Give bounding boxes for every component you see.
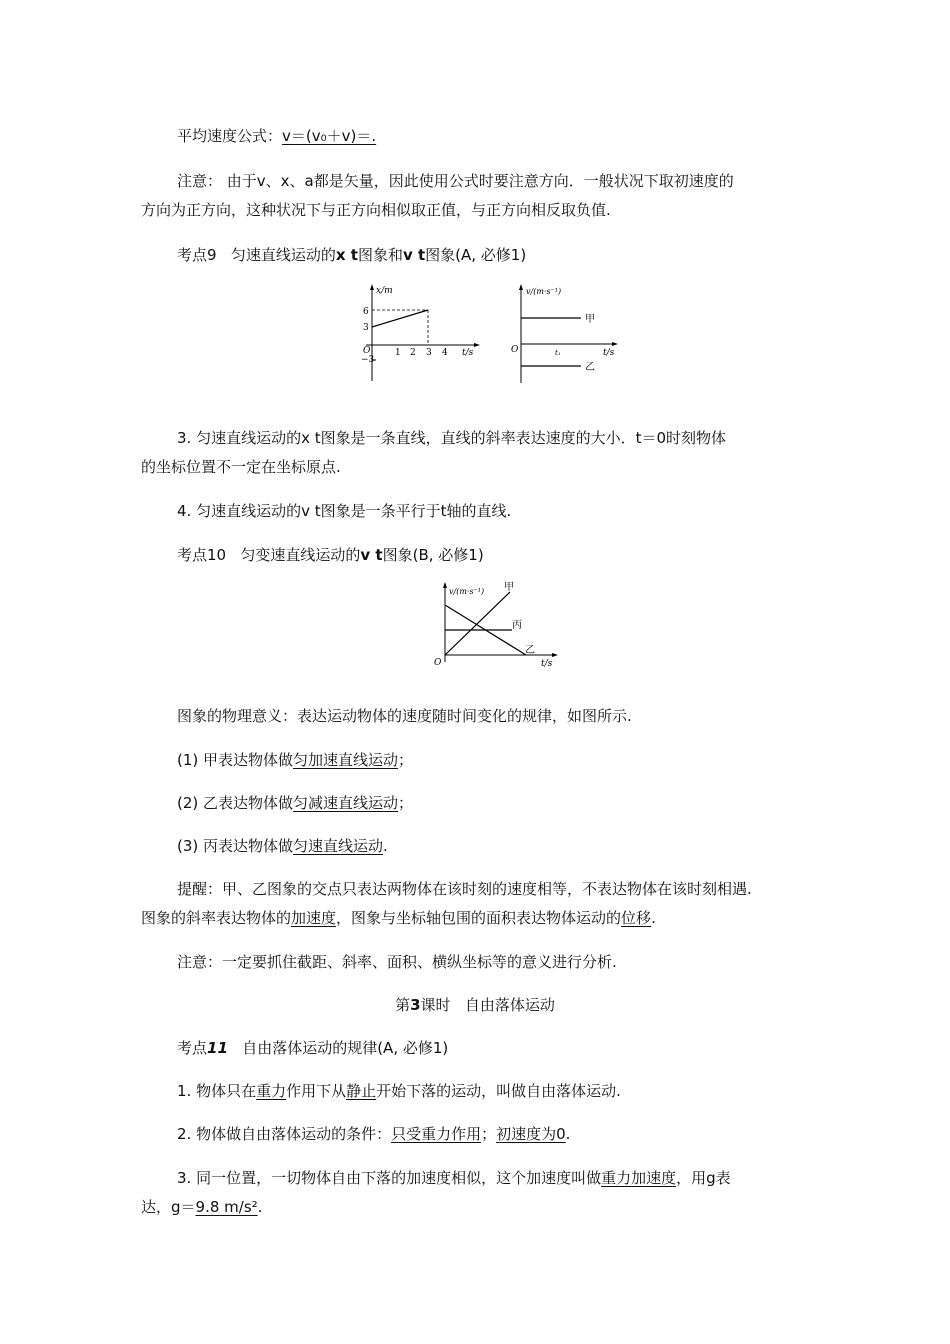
- kp9-title-c: 图象和: [357, 246, 403, 264]
- vt1-t1-label: t₁: [555, 349, 561, 357]
- kp9-title-a: 匀速直线运动的: [230, 246, 336, 264]
- xt-xtick-1: 1: [395, 348, 401, 358]
- ff-p1-e: 开始下落的运动，叫做自由落体运动.: [376, 1082, 621, 1100]
- formula-label: 平均速度公式：: [177, 127, 283, 145]
- note1-line2: 方向为正方向，这种状况下与正方向相似取正值，与正方向相反取负值.: [141, 201, 611, 219]
- item-1-prefix: (1) 甲表达物体做: [177, 751, 294, 769]
- xt-ytick-3: 3: [363, 323, 369, 333]
- item-1: [177, 750, 413, 770]
- kp10-title-a: 匀变速直线运动的: [240, 546, 361, 564]
- xt-x-axis-label: t/s: [462, 348, 474, 358]
- item-1-suffix: ；: [398, 751, 414, 769]
- tip-line2-a: 图象的斜率表达物体的: [141, 909, 292, 927]
- formula-expr: v＝(v₀＋v)＝.: [282, 127, 377, 145]
- item-2-suffix: ；: [398, 794, 414, 812]
- kp11-number: 11: [207, 1039, 228, 1057]
- item-1-answer: 匀加速直线运动: [293, 751, 399, 769]
- tip-line2-c: ，图象与坐标轴包围的面积表达物体运动的: [336, 909, 622, 927]
- p4: 4. 匀速直线运动的v t图象是一条平行于t轴的直线.: [177, 502, 512, 520]
- lesson-heading: [0, 995, 950, 1015]
- lesson-number: 3: [410, 996, 421, 1014]
- ff-p3-d: 达，g＝: [141, 1198, 196, 1216]
- ff-p3-a: 3. 同一位置，一切物体自由下落的加速度相似，这个加速度叫做: [177, 1169, 602, 1187]
- vt2-label-yi: 乙: [525, 645, 535, 656]
- item-2-answer: 匀减速直线运动: [293, 794, 399, 812]
- ff-p1-a: 1. 物体只在: [177, 1082, 257, 1100]
- vt2-y-axis-label: v/(m·s⁻¹): [449, 587, 485, 596]
- vt1-origin: O: [511, 345, 519, 355]
- kp9-title-e: 图象(A, 必修1): [425, 246, 527, 264]
- tip-line2-e: .: [651, 909, 656, 927]
- kp11-label: 考点: [177, 1039, 208, 1057]
- ff-p2: [177, 1124, 570, 1144]
- item-2-prefix: (2) 乙表达物体做: [177, 794, 294, 812]
- ff-answer-gravity: 重力: [256, 1082, 287, 1100]
- tip-answer-acceleration: 加速度: [291, 909, 337, 927]
- p3-line1: 3. 匀速直线运动的x t图象是一条直线，直线的斜率表达速度的大小．t＝0时刻物体: [177, 429, 727, 447]
- xt-graph: [360, 280, 485, 390]
- tip-answer-displacement: 位移: [621, 909, 652, 927]
- xt-ytick-neg3: −3: [361, 355, 375, 365]
- kp10-title-b: v t: [360, 546, 383, 564]
- kp9-title-b: x t: [335, 246, 358, 264]
- kp11-title: 自由落体运动的规律(A, 必修1): [242, 1039, 449, 1057]
- vt-uniform-graph: [508, 280, 623, 390]
- item-3: [177, 836, 388, 856]
- kp11-heading: [177, 1038, 448, 1058]
- ff-p2-e: .: [565, 1125, 571, 1143]
- ff-p3-f: .: [257, 1198, 263, 1216]
- ff-p2-c: ；: [481, 1125, 497, 1143]
- tip-line2: [141, 908, 656, 928]
- vt1-label-jia: 甲: [585, 314, 595, 325]
- p3-line2: 的坐标位置不一定在坐标原点.: [141, 458, 341, 476]
- vt2-x-axis-label: t/s: [541, 659, 553, 669]
- vt2-line-jia: [445, 592, 510, 655]
- ff-answer-rest: 静止: [346, 1082, 377, 1100]
- note1-line1: 注意： 由于v、x、a都是矢量，因此使用公式时要注意方向．一般状况下取初速度的: [177, 172, 734, 190]
- ff-answer-only-gravity: 只受重力作用: [391, 1125, 482, 1143]
- kp10-title-c: 图象(B, 必修1): [382, 546, 484, 564]
- xt-origin: O: [363, 346, 371, 356]
- vt2-label-jia: 甲: [504, 582, 514, 593]
- xt-xtick-3: 3: [426, 348, 432, 358]
- vt2-origin: O: [434, 658, 442, 668]
- kp9-heading: [177, 245, 526, 265]
- note2: 注意：一定要抓住截距、斜率、面积、横纵坐标等的意义进行分析.: [177, 953, 617, 971]
- xt-xtick-2: 2: [410, 348, 416, 358]
- ff-answer-g-value: 9.8 m/s²: [195, 1198, 258, 1216]
- vt1-x-axis-label: t/s: [603, 348, 615, 358]
- lesson-c: 课时: [420, 996, 451, 1014]
- ff-p3-line2: [141, 1197, 262, 1217]
- tip-line1: 提醒：甲、乙图象的交点只表达两物体在该时刻的速度相等，不表达物体在该时刻相遇.: [177, 880, 752, 898]
- kp10-label: 考点10: [177, 546, 227, 564]
- xt-line: [372, 310, 428, 327]
- ff-p3-line1: [177, 1168, 731, 1188]
- kp9-label: 考点9: [177, 246, 217, 264]
- vt1-label-yi: 乙: [585, 362, 595, 373]
- xt-ytick-6: 6: [363, 307, 369, 317]
- ff-p2-a: 2. 物体做自由落体运动的条件：: [177, 1125, 392, 1143]
- ff-answer-zero-initial-velocity: 初速度为0: [496, 1125, 566, 1143]
- lesson-title: 自由落体运动: [464, 996, 555, 1014]
- item-3-answer: 匀速直线运动: [293, 837, 384, 855]
- lesson-a: 第: [395, 996, 411, 1014]
- ff-p3-c: ，用g表: [676, 1169, 731, 1187]
- kp10-heading: [177, 545, 484, 565]
- item-3-prefix: (3) 丙表达物体做: [177, 837, 294, 855]
- vt2-label-bing: 丙: [512, 620, 522, 631]
- ff-answer-gravity-acceleration: 重力加速度: [601, 1169, 677, 1187]
- meaning: 图象的物理意义：表达运动物体的速度随时间变化的规律，如图所示.: [177, 707, 632, 725]
- kp9-title-d: v t: [402, 246, 426, 264]
- vt-variable-graph: [428, 580, 563, 678]
- xt-xtick-4: 4: [442, 348, 448, 358]
- ff-p1: [177, 1081, 621, 1101]
- item-3-suffix: .: [383, 837, 388, 855]
- avg-velocity-formula: [177, 126, 376, 146]
- item-2: [177, 793, 413, 813]
- vt1-y-axis-label: v/(m·s⁻¹): [526, 287, 562, 296]
- ff-p1-c: 作用下从: [286, 1082, 347, 1100]
- xt-y-axis-label: x/m: [376, 286, 393, 296]
